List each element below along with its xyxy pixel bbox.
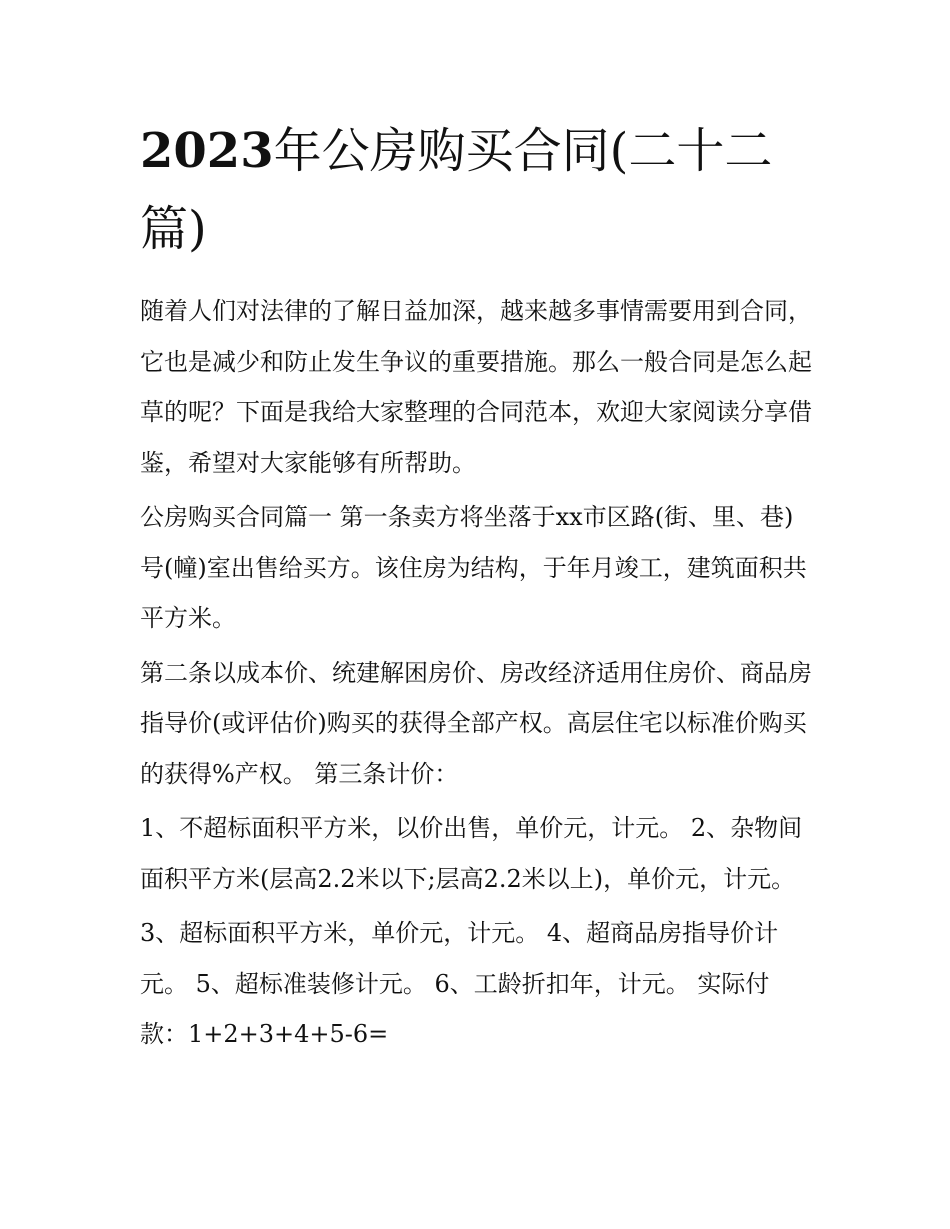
paragraph-article-1: 公房购买合同篇一 第一条卖方将坐落于xx市区路(街、里、巷)号(幢)室出售给买方。该住房为结构，于年月竣工，建筑面积共平方米。	[140, 503, 807, 632]
paragraph-intro: 随着人们对法律的了解日益加深，越来越多事情需要用到合同，它也是减少和防止发生争议的重要措施。那么一般合同是怎么起草的呢？下面是我给大家整理的合同范本，欢迎大家阅读分享借鉴，希望对大家能够有所帮助。	[140, 297, 812, 477]
title-year: 2023	[140, 123, 274, 179]
document-title	[140, 112, 815, 268]
paragraph-article-2: 第二条以成本价、统建解困房价、房改经济适用住房价、商品房指导价(或评估价)购买的获得全部产权。高层住宅以标准价购买的获得%产权。 第三条计价：	[140, 658, 812, 788]
document-body	[140, 112, 815, 1064]
paragraph-pricing-2: 3、超标面积平方米，单价元，计元。 4、超商品房指导价计元。 5、超标准装修计元。 6、工龄折扣年，计元。 实际付款：1+2+3+4+5-6=	[140, 919, 779, 1048]
title-text: 年公房购买合同(二十二篇)	[140, 123, 773, 257]
paragraph-pricing-1: 1、不超标面积平方米，以价出售，单价元，计元。 2、杂物间面积平方米(层高2.2米以下;层高2.2米以上)，单价元，计元。	[140, 814, 803, 893]
